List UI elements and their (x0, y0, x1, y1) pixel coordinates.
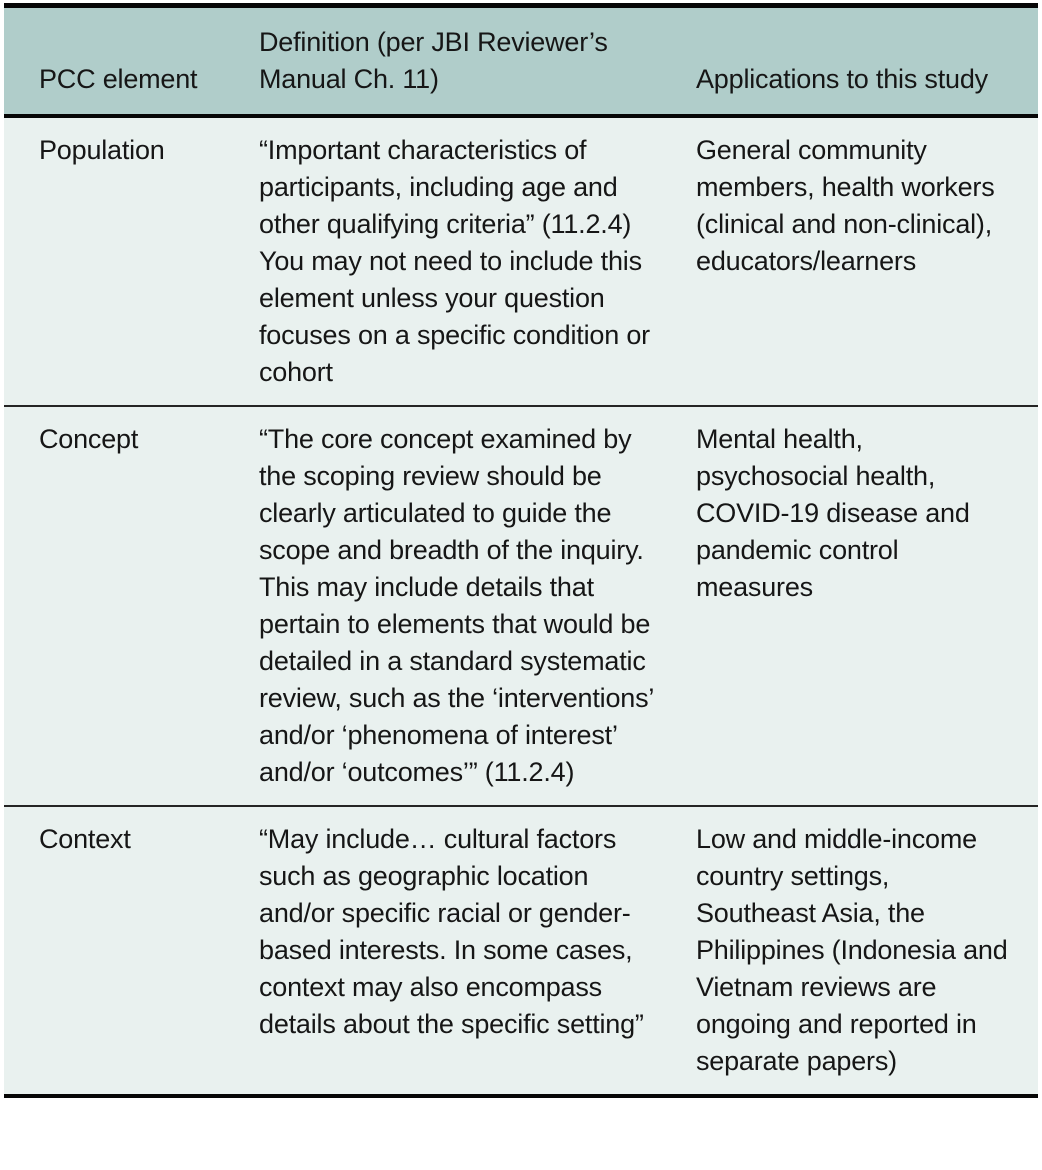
table-row-concept (4, 406, 1038, 806)
cell-population-definition: “Important characteristics of participants, including age and other qualifying criteria” (11.2.4) You may not need to include this element unless your question focuses on a specific condition or cohort (259, 135, 650, 387)
cell-context-application: Low and middle-income country settings, Southeast Asia, the Philippines (Indonesia and Vietnam reviews are ongoing and reported in separate papers) (696, 824, 1008, 1076)
header-applications: Applications to this study (696, 64, 988, 94)
cell-context-element: Context (39, 824, 131, 854)
cell-concept-definition: “The core concept examined by the scoping review should be clearly articulated to guide the scope and breadth of the inquiry. This may include details that pertain to elements that would be detailed in a standard systematic review, such as the ‘interventions’ and/or ‘phenomena of interest’ and/or ‘outcomes’” (11.2.4) (259, 424, 654, 787)
table-header (4, 6, 1038, 117)
table-body (4, 116, 1038, 1096)
header-row (4, 6, 1038, 117)
cell-context-definition: “May include… cultural factors such as geographic location and/or specific racial or gender-based interests. In some cases, context may also encompass details about the specific setting” (259, 824, 644, 1039)
cell-population-application: General community members, health workers (clinical and non-clinical), educators/​learners (696, 135, 995, 276)
header-definition: Definition (per JBI Reviewer’s Manual Ch. 11) (259, 27, 608, 94)
pcc-framework-table (4, 3, 1038, 1098)
table-row-context (4, 806, 1038, 1096)
header-pcc-element: PCC element (39, 64, 198, 94)
cell-concept-application: Mental health, psychosocial health, COVID-19 disease and pandemic control measures (696, 424, 970, 602)
cell-concept-element: Concept (39, 424, 139, 454)
table-row-population (4, 116, 1038, 406)
cell-population-element: Population (39, 135, 165, 165)
